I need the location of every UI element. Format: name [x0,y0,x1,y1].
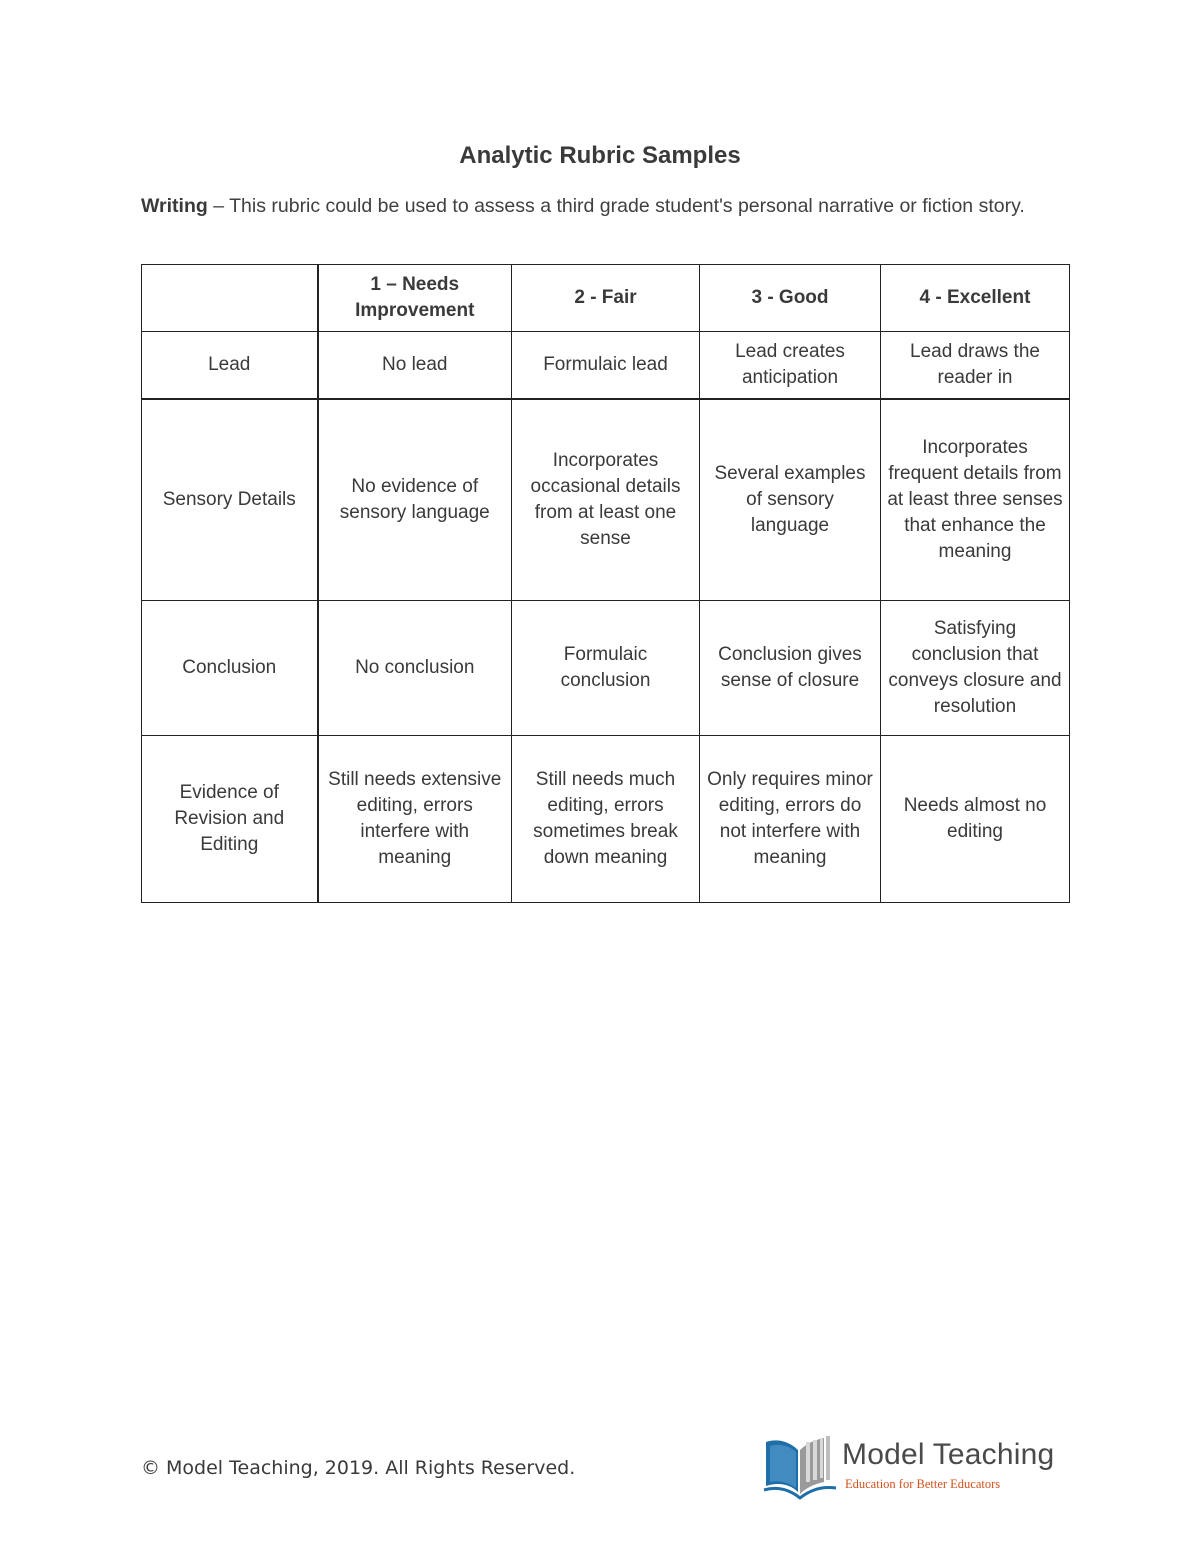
table-header-row [142,265,1070,332]
model-teaching-logo [760,1432,1060,1502]
intro-label: Writing [141,195,208,217]
table-cell: No evidence of sensory language [318,399,512,601]
table-cell: Lead draws the reader in [881,332,1070,400]
table-cell: No lead [318,332,512,400]
intro-paragraph [141,192,1061,221]
criterion-cell: Lead [142,332,318,400]
table-cell: Incorporates occasional details from at least one sense [512,399,700,601]
header-cell-needs-improvement: 1 – Needs Improvement [318,265,512,332]
table-cell: Formulaic conclusion [512,601,700,736]
header-cell-criterion [142,265,318,332]
table-row-lead [142,332,1070,400]
table-cell: Needs almost no editing [881,736,1070,903]
table-cell: No conclusion [318,601,512,736]
table-cell: Still needs extensive editing, errors interfere with meaning [318,736,512,903]
page-title: Analytic Rubric Samples [459,142,741,169]
table-cell: Only requires minor editing, errors do not interfere with meaning [700,736,881,903]
intro-text: – This rubric could be used to assess a third grade student's personal narrative or fiction story. [207,195,1025,217]
rubric-table [141,264,1070,903]
table-cell: Formulaic lead [512,332,700,400]
table-cell: Still needs much editing, errors sometimes break down meaning [512,736,700,903]
table-row-conclusion [142,601,1070,736]
table-row-revision-editing [142,736,1070,903]
table-cell: Several examples of sensory language [700,399,881,601]
table-cell: Lead creates anticipation [700,332,881,400]
header-cell-good: 3 - Good [700,265,881,332]
copyright-footer: © Model Teaching, 2019. All Rights Reserved. [141,1457,576,1479]
criterion-cell: Conclusion [142,601,318,736]
table-row-sensory-details [142,399,1070,601]
open-book-logo-icon [760,1432,840,1502]
logo-name: Model Teaching [842,1438,1055,1471]
criterion-cell: Sensory Details [142,399,318,601]
table-cell: Satisfying conclusion that conveys closure and resolution [881,601,1070,736]
criterion-cell: Evidence of Revision and Editing [142,736,318,903]
logo-tagline: Education for Better Educators [845,1477,1001,1491]
table-cell: Incorporates frequent details from at least three senses that enhance the meaning [881,399,1070,601]
header-cell-fair: 2 - Fair [512,265,700,332]
table-cell: Conclusion gives sense of closure [700,601,881,736]
header-cell-excellent: 4 - Excellent [881,265,1070,332]
